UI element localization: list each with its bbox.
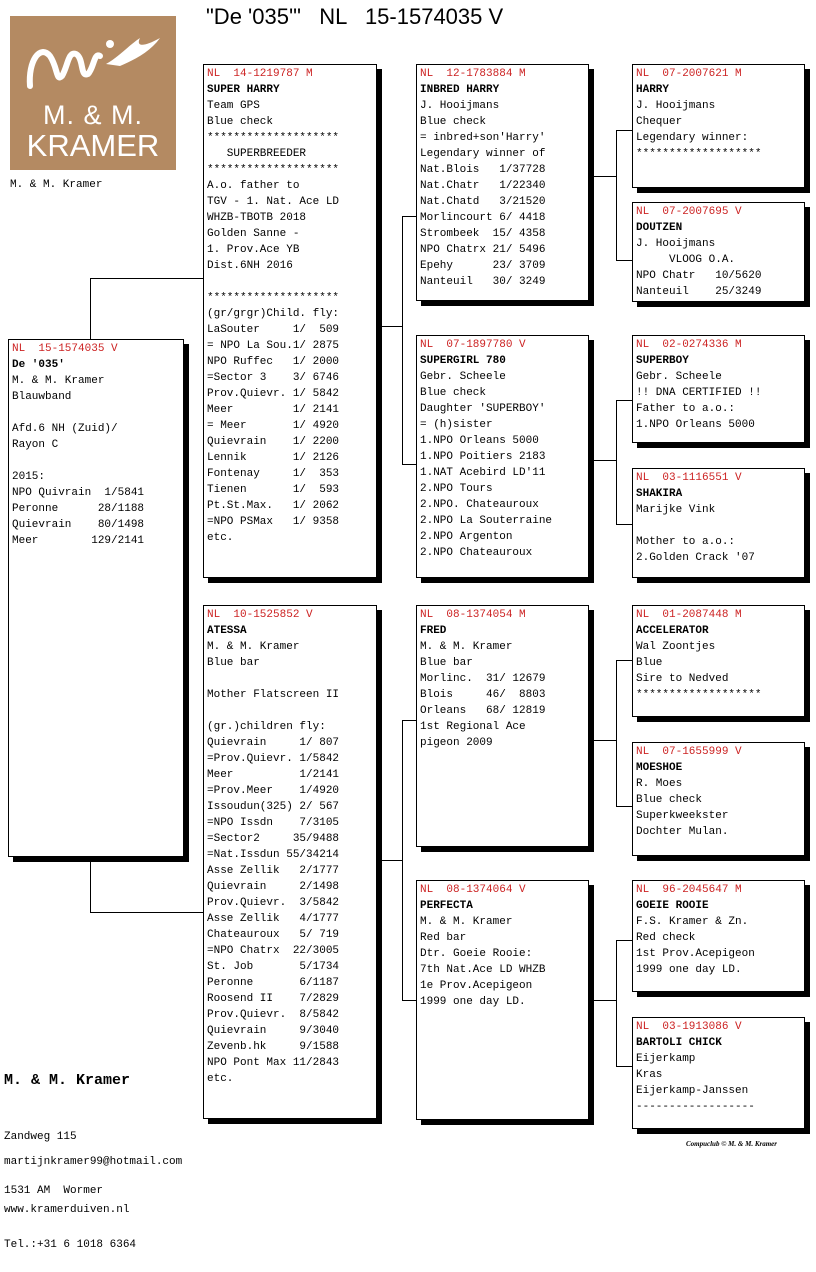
- pigeon-card-sire: [203, 64, 377, 578]
- pigeon-name: ACCELERATOR: [636, 625, 709, 637]
- pigeon-card-dsd: [632, 742, 805, 856]
- contact-phone: Tel.:+31 6 1018 6364: [4, 1239, 137, 1251]
- pigeon-name: SUPERBOY: [636, 355, 689, 367]
- connector: [616, 524, 632, 525]
- pigeon-name: PERFECTA: [420, 900, 473, 912]
- page-title: "De '035'" NL 15-1574035 V: [206, 4, 504, 29]
- pigeon-card-dam: [203, 605, 377, 1119]
- connector: [616, 806, 632, 807]
- pigeon-details: M. & M. Kramer Blue bar Morlinc. 31/ 12679 Blois 46/ 8803 Orleans 68/ 12819 1st Regional Ace pigeon 2009: [420, 641, 546, 749]
- pigeon-name: HARRY: [636, 84, 670, 96]
- contact-email[interactable]: martijnkramer99@hotmail.com: [4, 1156, 183, 1168]
- connector: [90, 912, 204, 913]
- connector: [402, 720, 417, 721]
- ring-number: NL 03-1913086 V: [636, 1021, 742, 1033]
- footer-credit: Compuclub © M. & M. Kramer: [686, 1140, 777, 1148]
- pigeon-card-sd: [416, 335, 589, 578]
- connector: [402, 720, 403, 1000]
- pigeon-name: DOUTZEN: [636, 222, 683, 234]
- pigeon-card-dd: [416, 880, 589, 1120]
- pigeon-card-ddd: [632, 1017, 805, 1129]
- web-block: [4, 1122, 182, 1234]
- pigeon-details: Team GPS Blue check ******************** SUPERBREEDER ******************** A.o. father to TGV - 1. Nat. Ace LD WHZB-TBOTB 2018 Golden Sanne - 1. Prov.Ace YB Dist.6NH 2016 ******************** (gr/grgr)Child. fly: LaSouter 1/ 509 = NPO La Sou.1/ 2875 NPO Ruffec 1/ 2000 =Sector 3 3/ 6746 Prov.Quievr. 1/ 5842 Meer 1/ 2141 = Meer 1/ 4920 Quievrain 1/ 2200 Lennik 1/ 2126 Fontenay 1/ 353 Tienen 1/ 593 Pt.St.Max. 1/ 2062 =NPO PSMax 1/ 9358 etc.: [207, 100, 340, 544]
- ring-number: NL 01-2087448 M: [636, 609, 742, 621]
- connector: [616, 400, 632, 401]
- ring-number: NL 07-2007695 V: [636, 206, 742, 218]
- owner-name: M. & M. Kramer: [10, 179, 103, 191]
- pigeon-name: ATESSA: [207, 625, 247, 637]
- connector: [616, 260, 632, 261]
- pigeon-details: F.S. Kramer & Zn. Red check 1st Prov.Acepigeon 1999 one day LD.: [636, 916, 755, 976]
- pigeon-details: R. Moes Blue check Superkweekster Dochter Mulan.: [636, 778, 729, 838]
- pigeon-card-subject: [8, 339, 184, 857]
- pigeon-details: Gebr. Scheele !! DNA CERTIFIED !! Father to a.o.: 1.NPO Orleans 5000: [636, 371, 762, 431]
- pigeon-details: J. Hooijmans VLOOG O.A. NPO Chatr 10/5620 Nanteuil 25/3249: [636, 238, 762, 298]
- connector: [588, 740, 616, 741]
- contact-website[interactable]: www.kramerduiven.nl: [4, 1204, 130, 1216]
- ring-number: NL 96-2045647 M: [636, 884, 742, 896]
- contact-street: Zandweg 115: [4, 1131, 77, 1143]
- connector: [616, 130, 617, 260]
- pigeon-name: FRED: [420, 625, 447, 637]
- connector: [90, 856, 91, 912]
- pigeon-details: M. & M. Kramer Blue bar Mother Flatscreen II (gr.)children fly: Quievrain 1/ 807 =Prov.Quievr. 1/5842 Meer 1/2141 =Prov.Meer 1/4920 Issoudun(325) 2/ 567 =NPO Issdn 7/3105 =Sector2 35/9488 =Nat.Issdun 55/34214 Asse Zellik 2/1777 Quievrain 2/1498 Prov.Quievr. 3/5842 Asse Zellik 4/1777 Chateauroux 5/ 719 =NPO Chatrx 22/3005 St. Job 5/1734 Peronne 6/1187 Roosend II 7/2829 Prov.Quievr. 8/5842 Quievrain 9/3040 Zevenb.hk 9/1588 NPO Pont Max 11/2843 etc.: [207, 641, 340, 1085]
- ring-number: NL 10-1525852 V: [207, 609, 313, 621]
- ring-number: NL 15-1574035 V: [12, 343, 118, 355]
- logo-line1: M. & M.: [43, 100, 143, 130]
- connector: [616, 400, 617, 524]
- ring-number: NL 07-2007621 M: [636, 68, 742, 80]
- logo-line2: KRAMER: [26, 128, 160, 163]
- pigeon-card-sdd: [632, 468, 805, 578]
- pigeon-name: SUPER HARRY: [207, 84, 280, 96]
- pigeon-name: GOEIE ROOIE: [636, 900, 709, 912]
- connector: [616, 660, 632, 661]
- connector: [616, 130, 632, 131]
- connector: [402, 464, 417, 465]
- contact-city: 1531 AM Wormer: [4, 1185, 104, 1197]
- connector: [376, 860, 402, 861]
- pigeon-card-dss: [632, 605, 805, 717]
- pigeon-card-ds: [416, 605, 589, 847]
- ring-number: NL 02-0274336 M: [636, 339, 742, 351]
- connector: [402, 1000, 417, 1001]
- pigeon-details: J. Hooijmans Blue check = inbred+son'Harry' Legendary winner of Nat.Blois 1/37728 Nat.Chatr 1/22340 Nat.Chatd 3/21520 Morlincourt 6/ 4418 Strombeek 15/ 4358 NPO Chatrx 21/ 5496 Epehy 23/ 3709 Nanteuil 30/ 3249: [420, 100, 546, 288]
- connector: [90, 278, 204, 279]
- pigeon-details: J. Hooijmans Chequer Legendary winner: *******************: [636, 100, 762, 160]
- ring-number: NL 08-1374064 V: [420, 884, 526, 896]
- ring-number: NL 07-1897780 V: [420, 339, 526, 351]
- contact-name: M. & M. Kramer: [4, 1072, 131, 1089]
- pigeon-card-ss: [416, 64, 589, 301]
- connector: [90, 278, 91, 340]
- connector: [588, 1000, 616, 1001]
- pigeon-details: Marijke Vink Mother to a.o.: 2.Golden Crack '07: [636, 504, 755, 564]
- pigeon-card-sds: [632, 335, 805, 443]
- pigeon-details: Gebr. Scheele Blue check Daughter 'SUPERBOY' = (h)sister 1.NPO Orleans 5000 1.NPO Poitiers 2183 1.NAT Acebird LD'11 2.NPO Tours 2.NPO. Chateauroux 2.NPO La Souterraine 2.NPO Argenton 2.NPO Chateauroux: [420, 371, 553, 559]
- connector: [616, 940, 632, 941]
- connector: [616, 1066, 632, 1067]
- logo-bird-icon: [10, 16, 176, 106]
- pigeon-card-sss: [632, 64, 805, 188]
- pigeon-name: SHAKIRA: [636, 488, 683, 500]
- ring-number: NL 08-1374054 M: [420, 609, 526, 621]
- pigeon-name: De '035': [12, 359, 65, 371]
- ring-number: NL 03-1116551 V: [636, 472, 742, 484]
- ring-number: NL 14-1219787 M: [207, 68, 313, 80]
- connector: [588, 176, 616, 177]
- pigeon-details: Eijerkamp Kras Eijerkamp-Janssen ------------------: [636, 1053, 755, 1113]
- connector: [588, 460, 616, 461]
- pigeon-details: M. & M. Kramer Blauwband Afd.6 NH (Zuid)/ Rayon C 2015: NPO Quivrain 1/5841 Peronne 28/1188 Quievrain 80/1498 Meer 129/2141: [12, 375, 145, 547]
- connector: [402, 216, 417, 217]
- pigeon-card-ssd: [632, 202, 805, 302]
- connector: [616, 660, 617, 806]
- pigeon-name: SUPERGIRL 780: [420, 355, 506, 367]
- pigeon-name: MOESHOE: [636, 762, 683, 774]
- kramer-logo: [10, 16, 176, 170]
- pigeon-card-dds: [632, 880, 805, 992]
- connector: [376, 326, 402, 327]
- pigeon-details: Wal Zoontjes Blue Sire to Nedved *******************: [636, 641, 762, 701]
- connector: [402, 216, 403, 464]
- pigeon-details: M. & M. Kramer Red bar Dtr. Goeie Rooie: 7th Nat.Ace LD WHZB 1e Prov.Acepigeon 1999 one day LD.: [420, 916, 546, 1008]
- ring-number: NL 12-1783884 M: [420, 68, 526, 80]
- pigeon-name: BARTOLI CHICK: [636, 1037, 722, 1049]
- connector: [616, 940, 617, 1066]
- ring-number: NL 07-1655999 V: [636, 746, 742, 758]
- pigeon-name: INBRED HARRY: [420, 84, 500, 96]
